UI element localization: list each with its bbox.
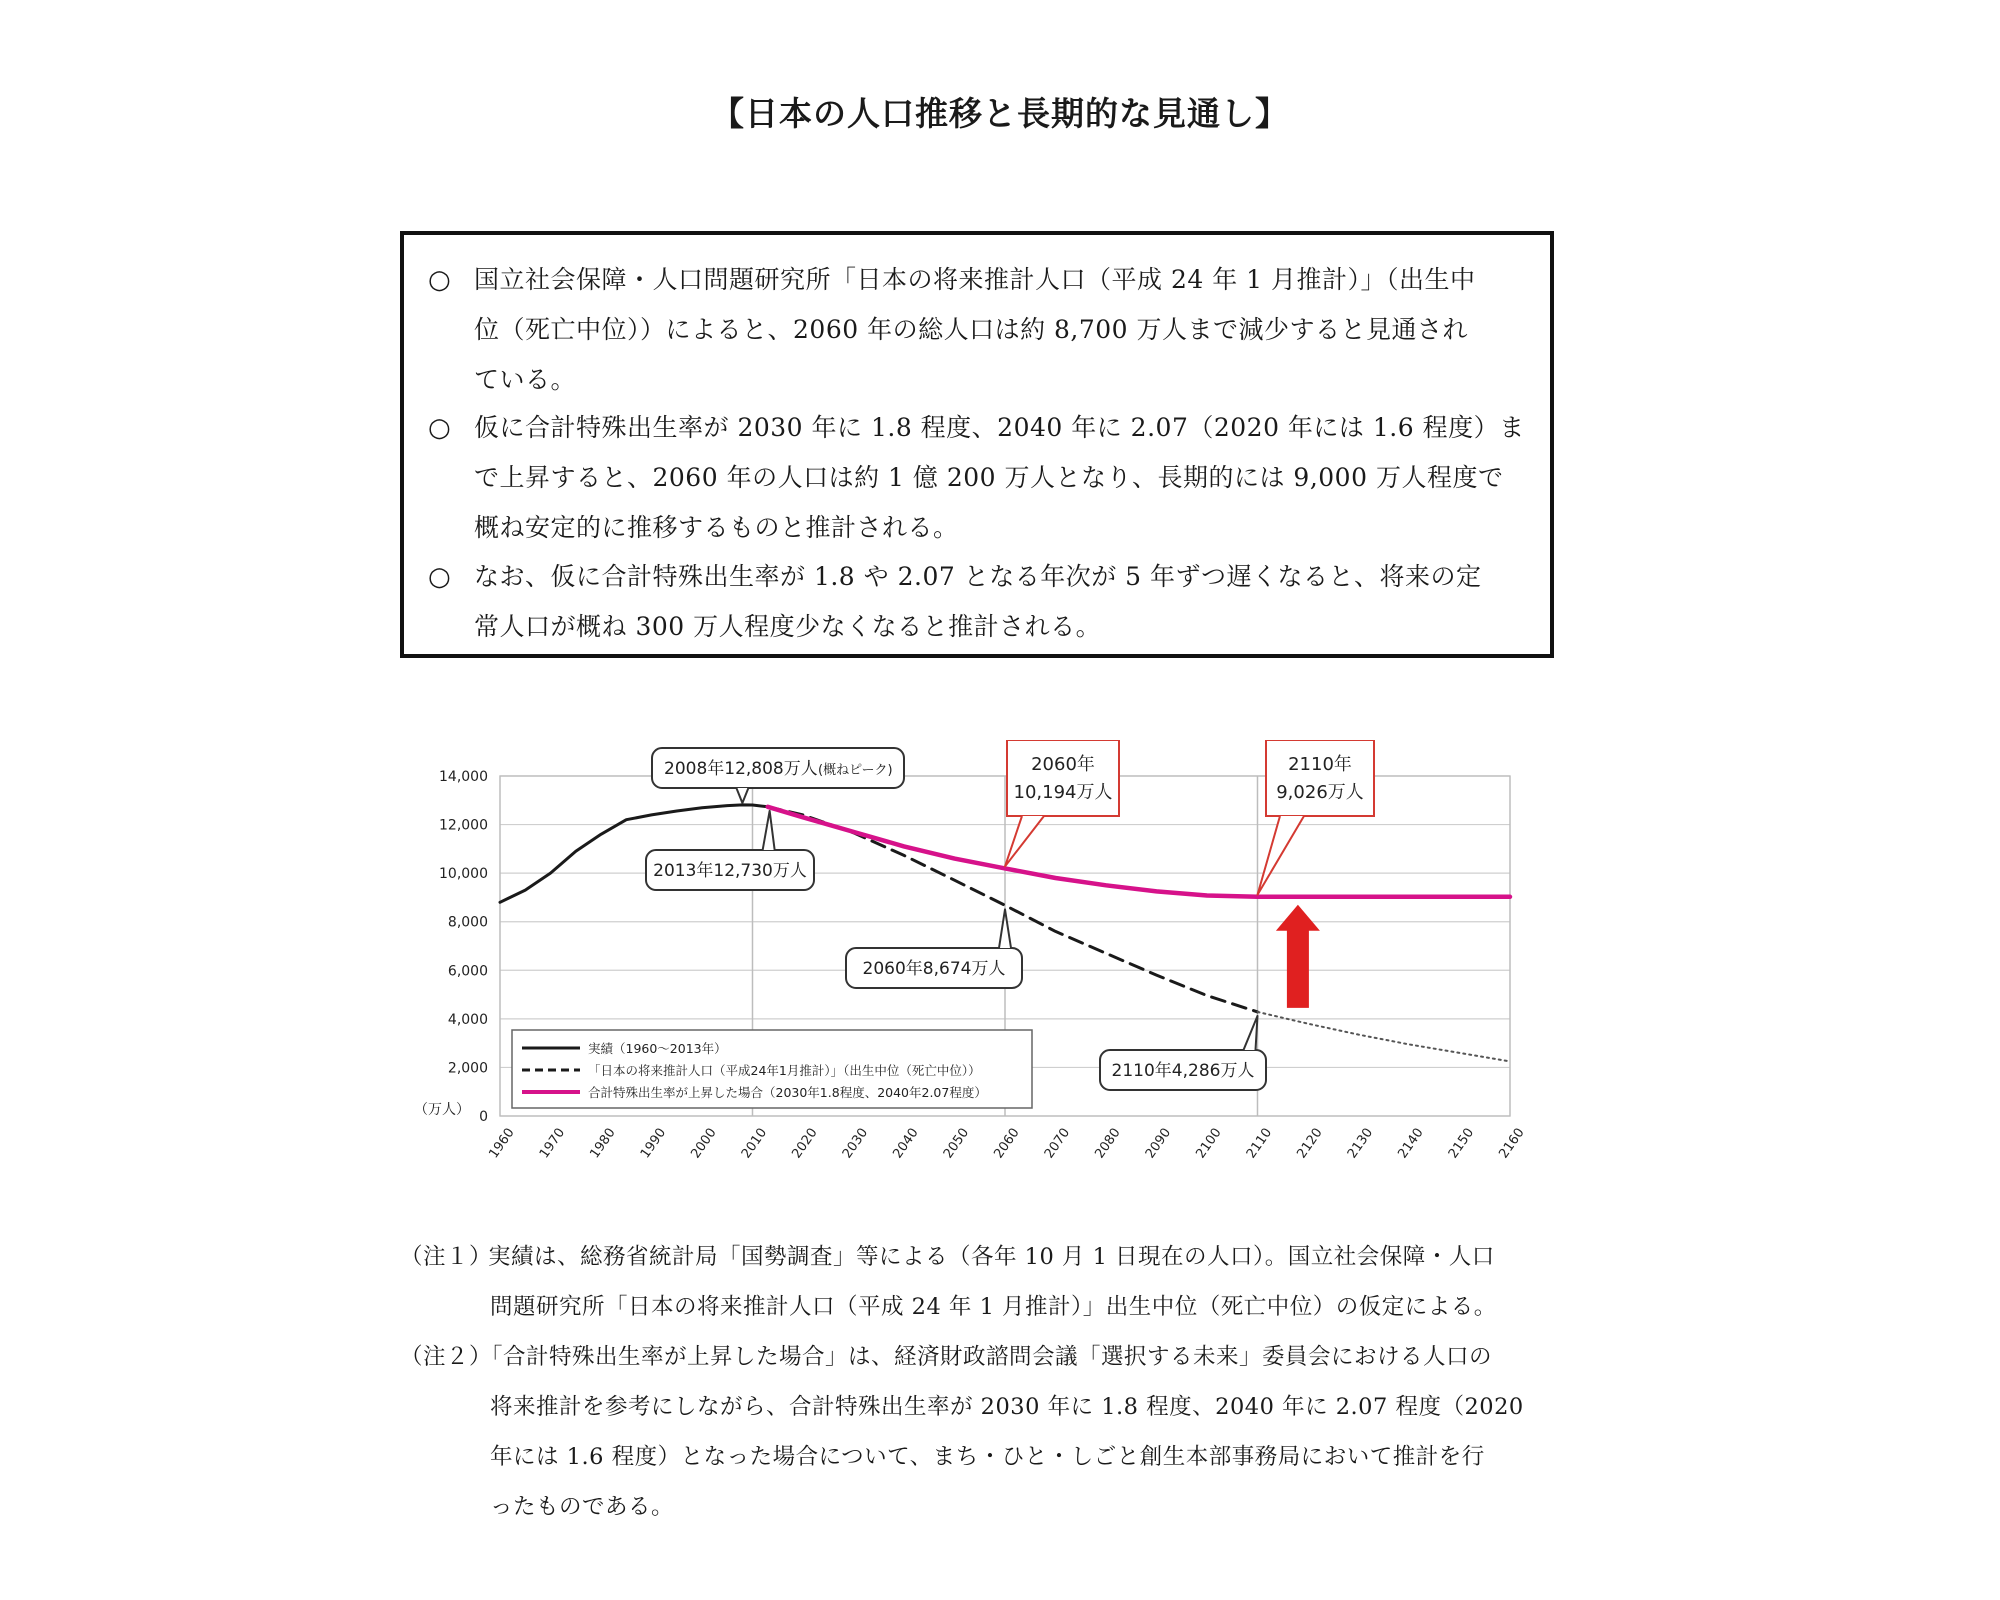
callout-text: 10,194万人 — [1013, 782, 1113, 803]
y-axis-unit: （万人） — [414, 1102, 470, 1118]
callout-text: 2008年12,808万人 — [664, 759, 818, 779]
y-tick-label: 8,000 — [447, 914, 488, 931]
callout-text: 2110年 — [1288, 754, 1352, 775]
summary-line: 概ね安定的に推移するものと推計される。 — [474, 513, 959, 542]
x-tick-label: 1960 — [486, 1125, 518, 1162]
x-tick-label: 1970 — [536, 1125, 569, 1162]
note-label: （注１） — [400, 1244, 493, 1270]
legend-label: 合計特殊出生率が上昇した場合（2030年1.8程度、2040年2.07程度） — [588, 1085, 987, 1100]
legend-label: 「日本の将来推計人口（平成24年1月推計）」（出生中位（死亡中位）） — [588, 1063, 981, 1078]
note-line: 問題研究所「日本の将来推計人口（平成 24 年 1 月推計）」出生中位（死亡中位）の仮定による。 — [490, 1294, 1497, 1320]
page-title: 【日本の人口推移と長期的な見通し】 — [711, 94, 1289, 133]
x-tick-label: 1980 — [587, 1125, 619, 1162]
summary-line: なお、仮に合計特殊出生率が 1.8 や 2.07 となる年次が 5 年ずつ遅くなると、将来の定 — [474, 562, 1482, 591]
bullet-mark-icon: ○ — [428, 265, 451, 295]
callout-text: 2013年12,730万人 — [653, 861, 807, 881]
callout-text-suffix: (概ねピーク) — [818, 763, 893, 778]
callout-text: 2110年4,286万人 — [1111, 1061, 1255, 1081]
y-tick-label: 6,000 — [447, 963, 488, 980]
summary-line: ている。 — [474, 365, 577, 394]
series-line-3 — [768, 807, 1510, 897]
note-line: 「合計特殊出生率が上昇した場合」は、経済財政諮問会議「選択する未来」委員会における人口の — [480, 1344, 1493, 1370]
y-tick-label: 14,000 — [439, 769, 488, 785]
x-tick-label: 2100 — [1193, 1125, 1225, 1162]
increase-arrow-icon — [1276, 905, 1320, 1008]
callout-pointer — [763, 811, 775, 850]
x-tick-label: 2070 — [1041, 1125, 1074, 1162]
callout-pointer — [1005, 816, 1044, 866]
x-tick-label: 2030 — [839, 1125, 872, 1162]
bullet-mark-icon: ○ — [428, 413, 451, 443]
bullet-mark-icon: ○ — [428, 562, 451, 592]
callout-box — [1007, 740, 1119, 816]
callout-box — [1266, 740, 1374, 816]
x-tick-label: 2000 — [688, 1125, 720, 1162]
note-line: 実績は、総務省統計局「国勢調査」等による（各年 10 月 1 日現在の人口）。国立社会保障・人口 — [488, 1244, 1495, 1270]
summary-box — [400, 231, 1554, 658]
y-tick-label: 12,000 — [439, 817, 488, 834]
summary-line: 仮に合計特殊出生率が 2030 年に 1.8 程度、2040 年に 2.07（2020 年には 1.6 程度）ま — [474, 413, 1525, 442]
y-tick-label: 4,000 — [447, 1011, 488, 1028]
summary-line: 常人口が概ね 300 万人程度少なくなると推計される。 — [474, 612, 1102, 641]
population-chart — [400, 740, 1540, 1180]
note-line: 将来推計を参考にしながら、合計特殊出生率が 2030 年に 1.8 程度、2040 年に 2.07 程度（2020 — [490, 1394, 1524, 1420]
x-tick-label: 2160 — [1496, 1125, 1528, 1162]
callout-pointer — [1244, 1016, 1258, 1050]
callout-pointer — [736, 788, 748, 803]
x-tick-label: 2140 — [1395, 1125, 1427, 1162]
x-tick-label: 2020 — [789, 1125, 821, 1162]
legend-label: 実績（1960～2013年） — [588, 1041, 727, 1056]
y-tick-label: 10,000 — [439, 866, 488, 883]
note-line: ったものである。 — [490, 1494, 675, 1520]
callout-pointer — [1258, 816, 1305, 895]
summary-line: 国立社会保障・人口問題研究所「日本の将来推計人口（平成 24 年 1 月推計）」（出生中 — [474, 265, 1476, 294]
callout-text: 2060年 — [1031, 754, 1095, 775]
callout-text: 9,026万人 — [1276, 782, 1364, 803]
summary-line: 位（死亡中位））によると、2060 年の総人口は約 8,700 万人まで減少すると見通され — [474, 315, 1469, 344]
x-tick-label: 2090 — [1142, 1125, 1175, 1162]
x-tick-label: 2110 — [1243, 1125, 1276, 1162]
y-tick-label: 0 — [479, 1109, 488, 1125]
x-tick-label: 2130 — [1344, 1125, 1377, 1162]
x-tick-label: 2040 — [890, 1125, 922, 1162]
note-line: 年には 1.6 程度）となった場合について、まち・ひと・しごと創生本部事務局において推計を行 — [490, 1444, 1485, 1470]
x-tick-label: 1990 — [637, 1125, 670, 1162]
x-tick-label: 2080 — [1092, 1125, 1124, 1162]
summary-line: で上昇すると、2060 年の人口は約 1 億 200 万人となり、長期的には 9,000 万人程度で — [474, 463, 1504, 492]
callout-text: 2060年8,674万人 — [862, 959, 1006, 979]
x-tick-label: 2060 — [991, 1125, 1023, 1162]
x-tick-label: 2150 — [1445, 1125, 1478, 1162]
x-tick-label: 2010 — [738, 1125, 771, 1162]
population-chart-svg — [400, 740, 1540, 1180]
callout-pointer — [999, 909, 1011, 948]
x-tick-label: 2050 — [940, 1125, 973, 1162]
note-label: （注２） — [400, 1344, 493, 1370]
x-tick-label: 2120 — [1294, 1125, 1326, 1162]
y-tick-label: 2,000 — [447, 1060, 488, 1077]
